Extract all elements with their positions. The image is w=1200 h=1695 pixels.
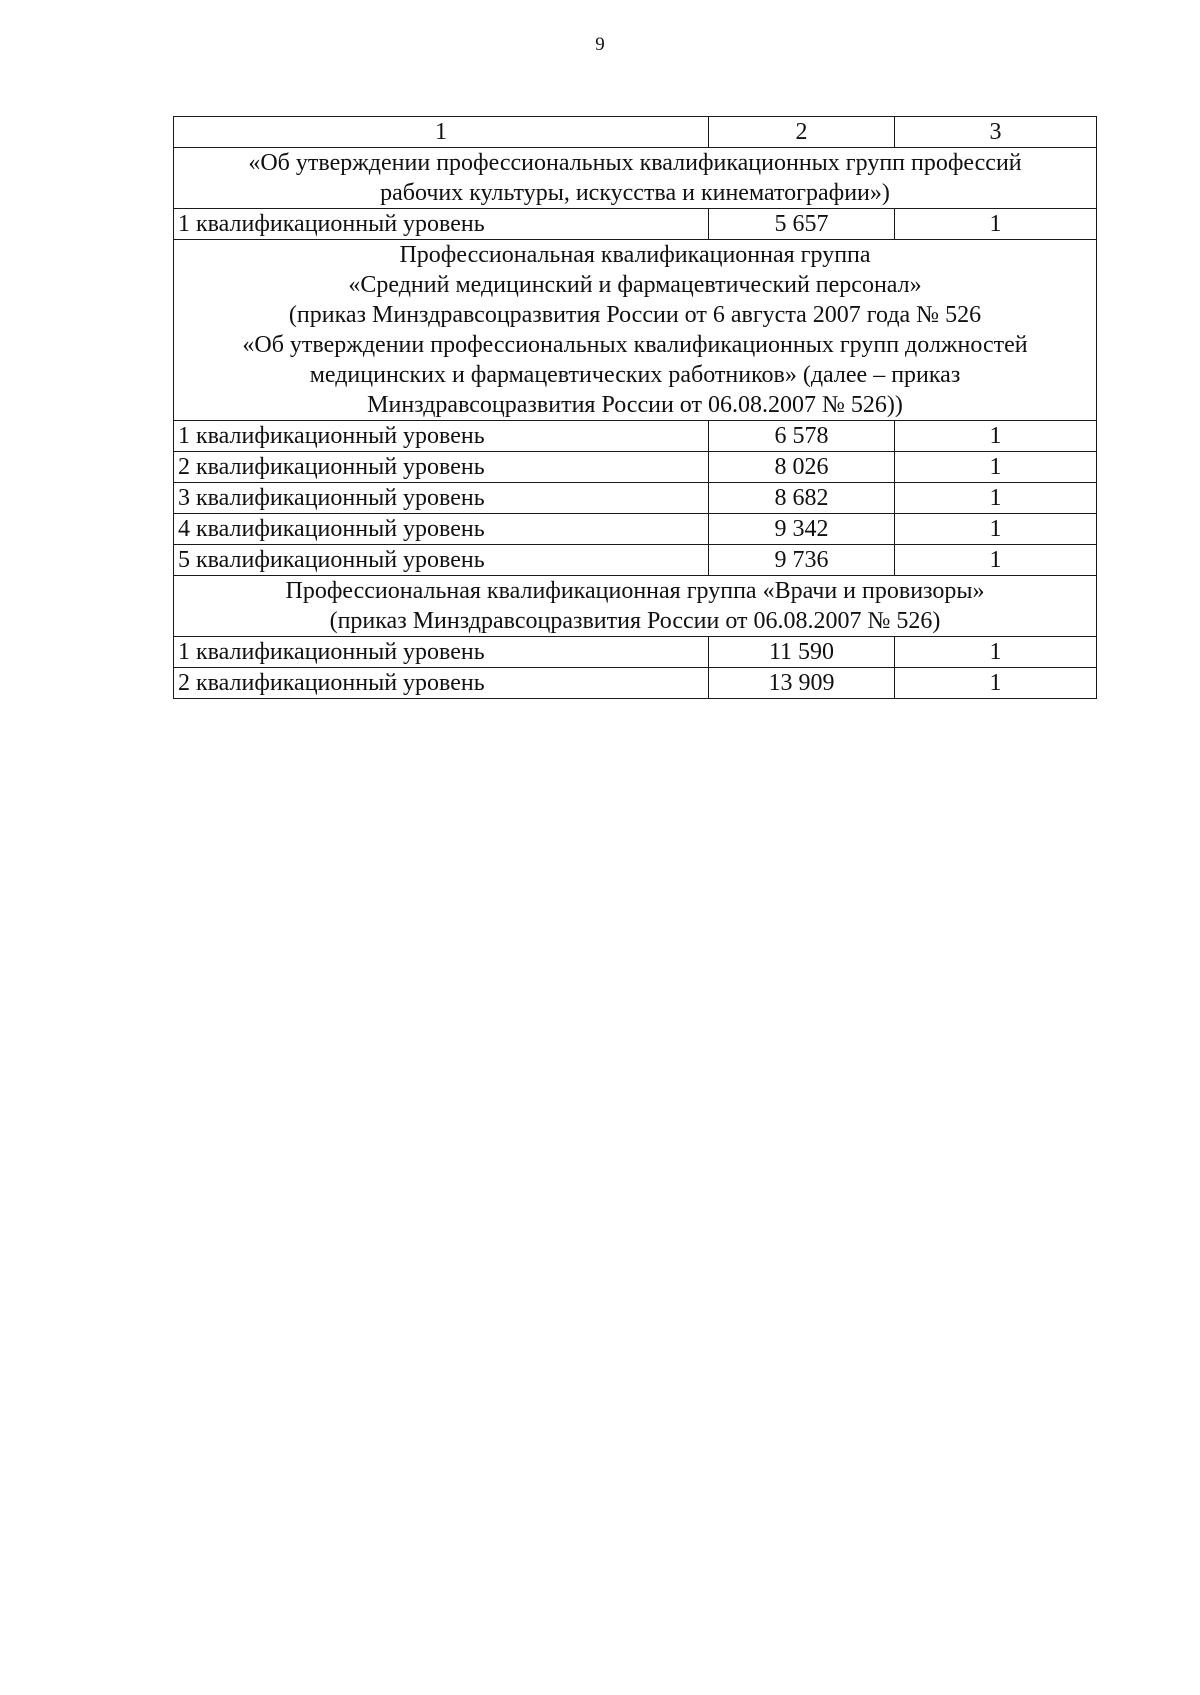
coefficient-cell: 1 xyxy=(895,452,1097,483)
table-row xyxy=(174,421,1097,452)
header-row xyxy=(174,117,1097,148)
group-title-cell xyxy=(174,240,1097,421)
qualification-level-cell: 2 квалификационный уровень xyxy=(174,452,709,483)
table-row xyxy=(174,514,1097,545)
table-body xyxy=(174,117,1097,699)
column-header-1: 1 xyxy=(174,117,709,148)
coefficient-cell: 1 xyxy=(895,209,1097,240)
salary-cell: 13 909 xyxy=(709,668,895,699)
table-row xyxy=(174,452,1097,483)
salary-table xyxy=(173,116,1097,699)
qualification-level-cell: 2 квалификационный уровень xyxy=(174,668,709,699)
table-row xyxy=(174,668,1097,699)
page-number: 9 xyxy=(595,34,605,55)
group-row xyxy=(174,148,1097,209)
group-title-line: Минздравсоцразвития России от 06.08.2007 № 526)) xyxy=(367,392,903,418)
salary-cell: 8 682 xyxy=(709,483,895,514)
coefficient-cell: 1 xyxy=(895,421,1097,452)
salary-cell: 5 657 xyxy=(709,209,895,240)
salary-cell: 9 342 xyxy=(709,514,895,545)
group-row xyxy=(174,576,1097,637)
qualification-level-cell: 4 квалификационный уровень xyxy=(174,514,709,545)
coefficient-cell: 1 xyxy=(895,545,1097,576)
group-title-line: Профессиональная квалификационная группа xyxy=(399,242,871,268)
column-header-3: 3 xyxy=(895,117,1097,148)
table-row xyxy=(174,209,1097,240)
group-title-line: «Средний медицинский и фармацевтический персонал» xyxy=(348,272,922,298)
table-row xyxy=(174,545,1097,576)
coefficient-cell: 1 xyxy=(895,514,1097,545)
group-row xyxy=(174,240,1097,421)
group-title-line: «Об утверждении профессиональных квалификационных групп должностей xyxy=(242,332,1028,358)
group-title-line: «Об утверждении профессиональных квалификационных групп профессий xyxy=(248,150,1022,176)
salary-cell: 8 026 xyxy=(709,452,895,483)
table-row xyxy=(174,483,1097,514)
salary-cell: 6 578 xyxy=(709,421,895,452)
qualification-level-cell: 1 квалификационный уровень xyxy=(174,421,709,452)
qualification-level-cell: 3 квалификационный уровень xyxy=(174,483,709,514)
salary-cell: 9 736 xyxy=(709,545,895,576)
group-title-line: медицинских и фармацевтических работников» (далее – приказ xyxy=(309,362,961,388)
coefficient-cell: 1 xyxy=(895,637,1097,668)
column-header-2: 2 xyxy=(709,117,895,148)
qualification-level-cell: 5 квалификационный уровень xyxy=(174,545,709,576)
group-title-line: (приказ Минздравсоцразвития России от 6 августа 2007 года № 526 xyxy=(288,302,982,328)
group-title-cell xyxy=(174,576,1097,637)
coefficient-cell: 1 xyxy=(895,483,1097,514)
qualification-level-cell: 1 квалификационный уровень xyxy=(174,637,709,668)
group-title-line: Профессиональная квалификационная группа «Врачи и провизоры» xyxy=(285,578,985,604)
coefficient-cell: 1 xyxy=(895,668,1097,699)
qualification-level-cell: 1 квалификационный уровень xyxy=(174,209,709,240)
table-row xyxy=(174,637,1097,668)
salary-cell: 11 590 xyxy=(709,637,895,668)
group-title-cell xyxy=(174,148,1097,209)
group-title-line: рабочих культуры, искусства и кинематографии») xyxy=(380,180,890,206)
group-title-line: (приказ Минздравсоцразвития России от 06.08.2007 № 526) xyxy=(329,608,941,634)
